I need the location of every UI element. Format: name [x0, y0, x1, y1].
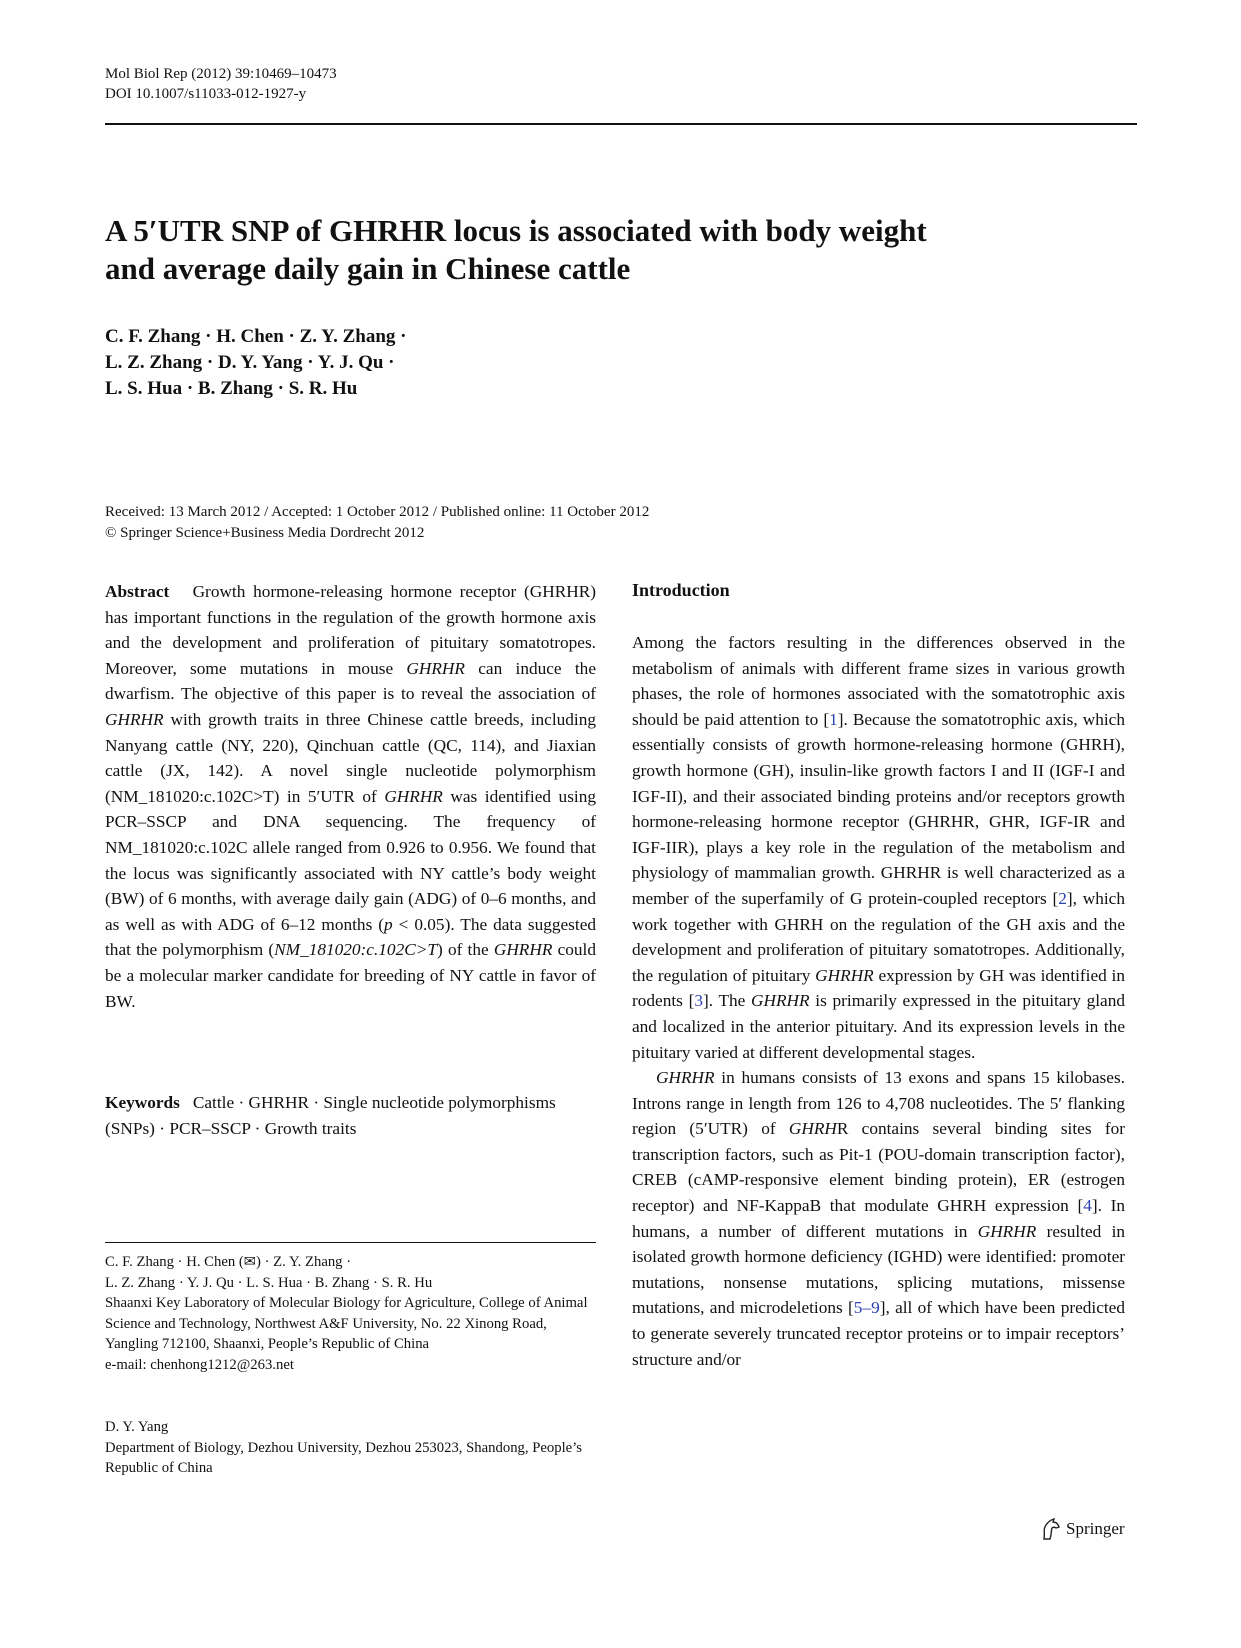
publisher-logo: [1040, 1517, 1125, 1541]
journal-header: [105, 64, 337, 104]
abstract-gene-4: GHRHR: [493, 940, 553, 960]
abstract-text-1: Growth hormone-releasing hormone receptor (GHRHR) has important functions in the regulation of the growth hormone axis and the development and proliferation of pituitary somatotropes. Moreover, some mutations in mouse: [105, 582, 596, 678]
affiliation-1-institution: Shaanxi Key Laboratory of Molecular Biology for Agriculture, College of Animal Science and Technology, Northwest A&F University, No. 22 Xinong Road, Yangling 712100, Shaanxi, People’s Republic of China: [105, 1295, 588, 1352]
abstract-gene-2: GHRHR: [105, 709, 164, 729]
affiliation-2: [105, 1417, 596, 1479]
intro-text: ], which work together with GHRH on the regulation of the GH axis and the development and proliferation of pituitary somatotropes. Additionally, the regulation of pituitary: [632, 888, 1125, 985]
springer-horse-icon: [1040, 1517, 1062, 1541]
keywords-heading: Keywords: [105, 1093, 180, 1112]
publication-dates: [105, 502, 649, 544]
intro-text: Among the factors resulting in the differences observed in the metabolism of animals with different frame sizes in various growth phases, the role of hormones associated with the somatotrophic axis should be paid attention to [: [632, 633, 1125, 729]
abstract-gene-3: GHRHR: [384, 786, 443, 806]
keywords-text: Cattle · GHRHR · Single nucleotide polymorphisms (SNPs) · PCR–SSCP · Growth traits: [105, 1093, 556, 1138]
copyright: © Springer Science+Business Media Dordrecht 2012: [105, 525, 425, 541]
intro-text: ], all of which have been predicted to generate severely truncated receptor proteins or to impair receptors’ structure and/or: [632, 1298, 1125, 1369]
title-line-1: A 5′UTR SNP of GHRHR locus is associated with body weight: [105, 213, 927, 248]
intro-text: ]. Because the somatotrophic axis, which essentially consists of growth hormone-releasing hormone (GHRH), growth hormone (GH), insulin-like growth factors I and II (IGF-I and IGF-II), and their associated binding proteins and/or receptors growth hormone-releasing hormone receptor (GHRHR, GHR, IGF-IR and IGF-IIR), plays a key role in the regulation of the metabolism and physiology of mammalian growth. GHRHR is well characterized as a member of the superfamily of G protein-coupled receptors [: [632, 709, 1125, 908]
abstract-text-6: ) of the: [437, 940, 489, 960]
abstract-text-2: can induce the dwarfism. The objective of this paper is to reveal the association of: [105, 658, 596, 704]
author-list: [105, 324, 406, 402]
intro-paragraph-2: [632, 1065, 1125, 1372]
journal-citation: Mol Biol Rep (2012) 39:10469–10473: [105, 66, 337, 82]
received-dates: Received: 13 March 2012 / Accepted: 1 October 2012 / Published online: 11 October 2012: [105, 504, 650, 520]
gene-name: GHRHR: [815, 965, 874, 985]
affiliation-1: [105, 1252, 596, 1375]
gene-name: GHRHR: [751, 991, 810, 1011]
intro-text: resulted in isolated growth hormone deficiency (IGHD) were identified: promoter mutations, nonsense mutations, splicing mutations, missense mutations, and microdeletions [: [632, 1221, 1126, 1318]
affiliation-1-authors-line-2: L. Z. Zhang · Y. J. Qu · L. S. Hua · B. Zhang · S. R. Hu: [105, 1274, 433, 1291]
intro-text: ]. The: [702, 991, 746, 1011]
authors-line-2: L. Z. Zhang · D. Y. Yang · Y. J. Qu ·: [105, 352, 395, 373]
citation-link[interactable]: 2: [1058, 888, 1067, 908]
title-line-2: and average daily gain in Chinese cattle: [105, 251, 631, 286]
keywords: [105, 1090, 596, 1141]
paper-title: [105, 212, 1065, 288]
introduction-body: [632, 630, 1125, 1372]
intro-text: expression by GH was identified in rodents [: [632, 965, 1125, 1011]
abstract-heading: Abstract: [105, 582, 170, 601]
citation-link[interactable]: 1: [829, 709, 838, 729]
abstract-pvalue: p: [384, 914, 393, 934]
affiliation-1-authors-line-1: C. F. Zhang · H. Chen (✉) · Z. Y. Zhang ·: [105, 1254, 352, 1270]
gene-name: GHRH: [788, 1119, 837, 1139]
abstract-text-3: with growth traits in three Chinese cattle breeds, including Nanyang cattle (NY, 220), Qinchuan cattle (QC, 114), and Jiaxian cattle (JX, 142). A novel single nucleotide polymorphism (NM_181020:c.102C>T) in 5′UTR of: [105, 709, 596, 806]
abstract-snp: NM_181020:c.102C>T: [274, 940, 438, 960]
affiliation-2-institution: Department of Biology, Dezhou University, Dezhou 253023, Shandong, People’s Republic of China: [105, 1439, 582, 1476]
publisher-name: Springer: [1066, 1519, 1125, 1538]
intro-text: R contains several binding sites for transcription factors, such as Pit-1 (POU-domain transcription factor), CREB (cAMP-responsive element binding protein), ER (estrogen receptor) and NF-KappaB that modulate GHRH expression [: [632, 1119, 1125, 1216]
citation-link[interactable]: 4: [1083, 1196, 1092, 1216]
abstract-text-5: < 0.05). The data suggested that the polymorphism (: [105, 914, 597, 960]
authors-line-3: L. S. Hua · B. Zhang · S. R. Hu: [105, 378, 358, 399]
abstract-gene-1: GHRHR: [406, 658, 465, 678]
affiliation-2-author: D. Y. Yang: [105, 1419, 169, 1435]
footnote-rule: [105, 1242, 596, 1243]
abstract-text-7: could be a molecular marker candidate for breeding of NY cattle in favor of BW.: [105, 940, 596, 1011]
abstract: [105, 579, 596, 1014]
doi: DOI 10.1007/s11033-012-1927-y: [105, 86, 307, 102]
intro-text: ]. In humans, a number of different mutations in: [632, 1196, 1125, 1241]
introduction-heading: Introduction: [632, 580, 730, 600]
header-rule: [105, 123, 1137, 125]
authors-line-1: C. F. Zhang · H. Chen · Z. Y. Zhang ·: [105, 326, 407, 347]
abstract-text-4: was identified using PCR–SSCP and DNA sequencing. The frequency of NM_181020:c.102C allele ranged from 0.926 to 0.956. We found that the locus was significantly associated with NY cattle’s body weight (BW) of 6 months, with average daily gain (ADG) of 0–6 months, and as well as with ADG of 6–12 months (: [105, 786, 596, 934]
intro-text: is primarily expressed in the pituitary gland and localized in the anterior pituitary. And its expression levels in the pituitary varied at different developmental stages.: [632, 991, 1125, 1062]
citation-link[interactable]: 3: [694, 991, 703, 1011]
citation-link[interactable]: 5–9: [853, 1298, 880, 1318]
intro-text: in humans consists of 13 exons and spans 15 kilobases. Introns range in length from 126 to 4,708 nucleotides. The 5′ flanking region (5′UTR) of: [632, 1068, 1126, 1139]
intro-paragraph-1: [632, 630, 1125, 1065]
gene-name: GHRHR: [656, 1068, 715, 1088]
gene-name: GHRHR: [977, 1221, 1037, 1241]
corresponding-email[interactable]: e-mail: chenhong1212@263.net: [105, 1356, 294, 1373]
